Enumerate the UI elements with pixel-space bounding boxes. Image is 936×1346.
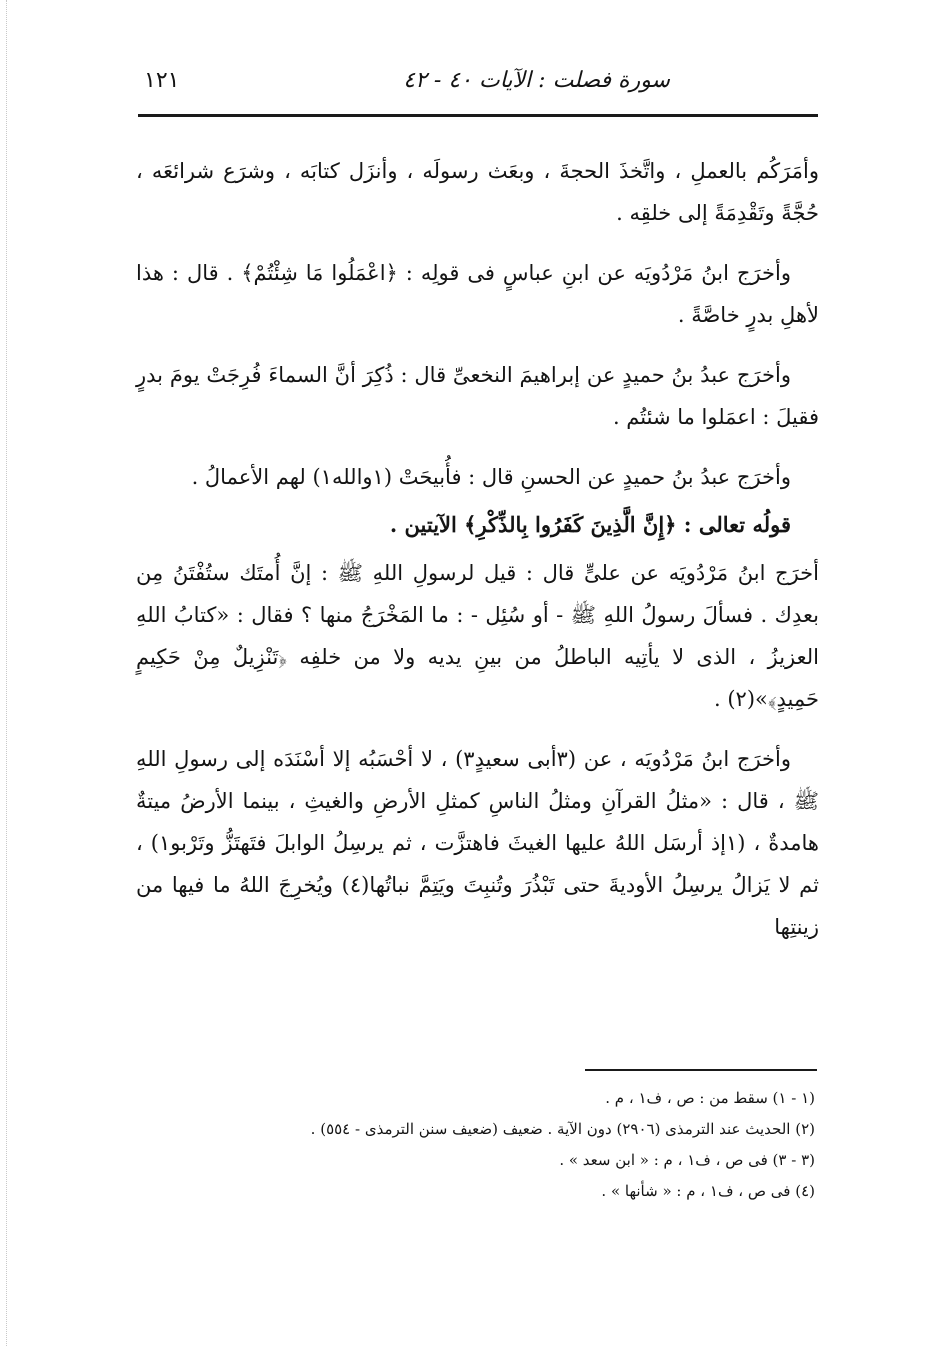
- running-header: [130, 66, 820, 106]
- header-title: سورة فصلت : الآيات ٤٠ - ٤٢: [403, 68, 670, 93]
- footnote: (٤) فى ص ، ف١ ، م : « شأنها » .: [601, 1182, 815, 1200]
- paragraph-continuation: وأمَرَكُم بالعملِ ، واتَّخذَ الحجةَ ، وبعَث رسولَه ، وأنزَل كتابَه ، وشرَع شرائعَه ، حُجَّةً وتَقْدِمَةً إلى خلقِه .: [136, 159, 819, 225]
- footnote: (١ - ١) سقط من : ص ، ف١ ، م .: [605, 1089, 815, 1107]
- footnote: (٣ - ٣) فى ص ، ف١ ، م : « ابن سعد » .: [559, 1151, 815, 1169]
- footnote: (٢) الحديث عند الترمذى (٢٩٠٦) دون الآية . ضعيف (ضعيف سنن الترمذى - ٥٥٤) .: [310, 1120, 815, 1138]
- verse-heading: قولُه تعالى : ﴿إِنَّ الَّذِينَ كَفَرُوا بِالذِّكْرِ﴾ الآيتين .: [389, 512, 791, 537]
- paragraph: وأخرَج عبدُ بنُ حميدٍ عن إبراهيمَ النخعىِّ قال : ذُكِرَ أنَّ السماءَ فُرِجَتْ يومَ بدرٍ فقيلَ : اعمَلوا ما شئتُم .: [136, 363, 819, 429]
- paragraph: وأخرَج ابنُ مَرْدُويَه عن ابنِ عباسٍ فى قولِه : ﴿اعْمَلُوا مَا شِئْتُمْ﴾ . قال : هذا لأهلِ بدرٍ خاصَّةً .: [136, 261, 819, 327]
- main-text: [136, 150, 819, 966]
- paragraph: وأخرَج ابنُ مَرْدُويَه ، عن (٣أبى سعيدٍ٣) ، لا أحْسَبُه إلا أسْنَدَه إلى رسولِ اللهِ ﷺ ، قال : «مثلُ القرآنِ ومثلُ الناسِ كمثلِ الأرضِ والغيثِ ، بينما الأرضُ ميتةٌ هامدةٌ ، (١إذ أرسَل اللهُ عليها الغيثَ فاهتزَّت ، ثم يرسِلُ الوابلَ فتَهتَزُّ وتَرْبو١) ، ثم لا يَزالُ يرسِلُ الأوديةَ حتى تَبْذُرَ وتُنبِتَ ويَتِمَّ نباتُها(٤) ويُخرِجَ اللهُ ما فيها من زينتِها: [136, 747, 819, 939]
- header-rule: [138, 114, 818, 117]
- paragraph: وأخرَج عبدُ بنُ حميدٍ عن الحسنِ قال : فأُبيحَتْ (١والله١) لهم الأعمالُ .: [191, 465, 791, 489]
- scan-edge-mark: [6, 0, 8, 1346]
- footnotes: [136, 1083, 819, 1207]
- paragraph: أخرَج ابنُ مَرْدُويَه عن علىٍّ قال : قيل لرسولِ اللهِ ﷺ : إنَّ أُمتَك ستُفْتَنُ مِن بعدِك . فسألَ رسولُ اللهِ ﷺ - أو سُئِل - : ما المَخْرَجُ منها ؟ فقال : «كتابُ اللهِ العزيزُ ، الذى لا يأتِيه الباطلُ من بينِ يديه ولا من خلفِه ﴿تَنْزِيلٌ مِنْ حَكِيمٍ حَمِيدٍ﴾»(٢) .: [136, 561, 819, 711]
- footnote-rule: [585, 1069, 817, 1071]
- page-number: ١٢١: [144, 68, 180, 93]
